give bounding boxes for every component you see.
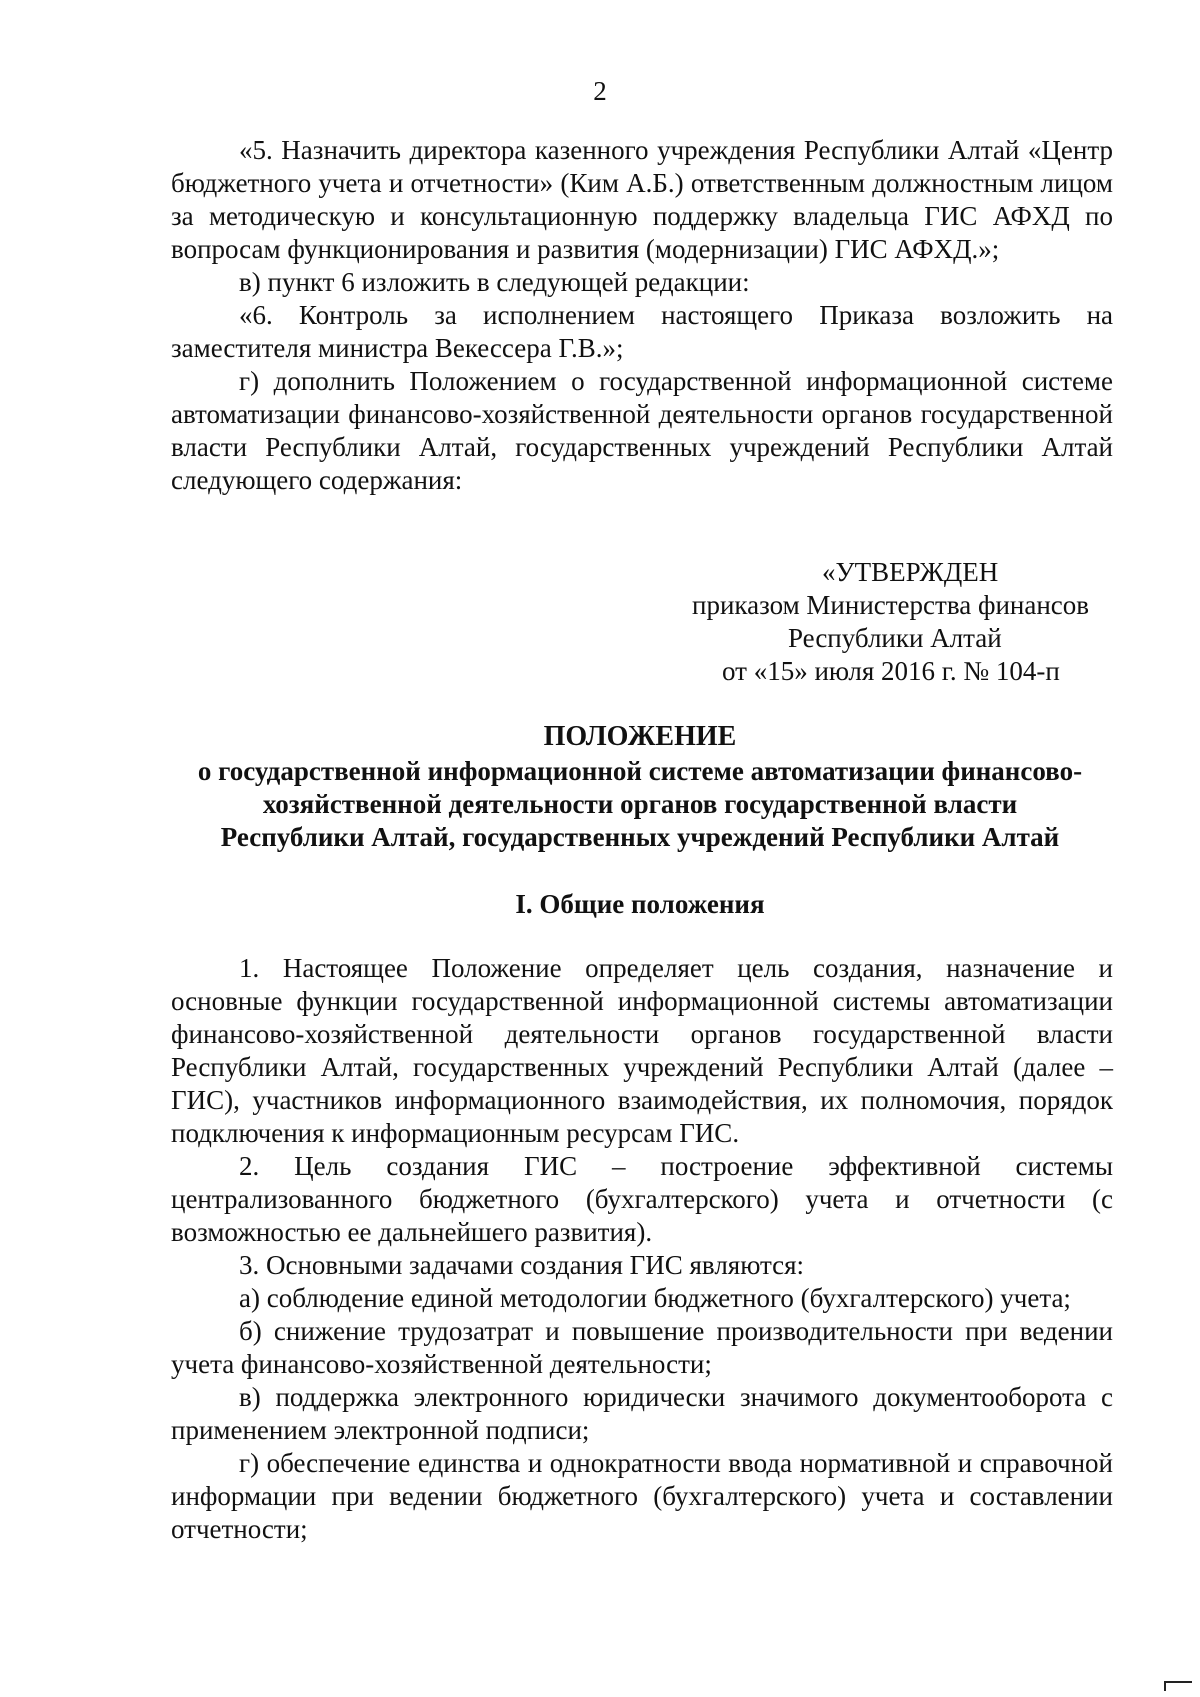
approval-line-approved: «УТВЕРЖДЕН <box>822 557 999 587</box>
paragraph-task-g: г) обеспечение единства и однократности ввода нормативной и справочной информации при ведении бюджетного (бухгалтерского) учета и составлении отчетности; <box>171 1448 1113 1544</box>
document-title: ПОЛОЖЕНИЕ <box>543 721 737 752</box>
paragraph-task-v: в) поддержка электронного юридически значимого документооборота с применением электронной подписи; <box>171 1382 1113 1445</box>
paragraph-item-6: «6. Контроль за исполнением настоящего Приказа возложить на заместителя министра Векессера Г.В.»; <box>171 300 1113 363</box>
approval-line-date: от «15» июля 2016 г. № 104-п <box>722 656 1060 686</box>
document-title-block <box>150 720 1130 854</box>
paragraph-point-3: 3. Основными задачами создания ГИС являются: <box>239 1250 805 1280</box>
paragraph-task-a: а) соблюдение единой методологии бюджетного (бухгалтерского) учета; <box>239 1283 1071 1313</box>
scan-corner-mark <box>1164 1681 1192 1691</box>
page-number: 2 <box>593 76 607 106</box>
approval-line-region: Республики Алтай <box>788 623 1002 653</box>
lower-text-block <box>171 952 1113 1546</box>
approval-stamp-block <box>640 556 1120 688</box>
document-subtitle-line-2: хозяйственной деятельности органов государственной власти <box>262 789 1018 819</box>
upper-text-block <box>171 134 1113 497</box>
paragraph-point-2: 2. Цель создания ГИС – построение эффективной системы централизованного бюджетного (бухгалтерского) учета и отчетности (с возможностью ее дальнейшего развития). <box>171 1151 1113 1247</box>
paragraph-task-b: б) снижение трудозатрат и повышение производительности при ведении учета финансово-хозяйственной деятельности; <box>171 1316 1113 1379</box>
approval-line-order: приказом Министерства финансов <box>692 590 1090 620</box>
document-subtitle-line-3: Республики Алтай, государственных учреждений Республики Алтай <box>220 822 1060 852</box>
paragraph-item-5: «5. Назначить директора казенного учреждения Республики Алтай «Центр бюджетного учета и отчетности» (Ким А.Б.) ответственным должностным лицом за методическую и консультационную поддержку владельца ГИС АФХД по вопросам функционирования и развития (модернизации) ГИС АФХД.»; <box>171 135 1113 264</box>
document-subtitle-line-1: о государственной информационной системе автоматизации финансово- <box>197 756 1083 786</box>
paragraph-point-1: 1. Настоящее Положение определяет цель создания, назначение и основные функции государственной информационной системы автоматизации финансово-хозяйственной деятельности органов государственной власти Республики Алтай, государственных учреждений Республики Алтай (далее – ГИС), участников информационного взаимодействия, их полномочия, порядок подключения к информационным ресурсам ГИС. <box>171 953 1113 1148</box>
paragraph-subpoint-v: в) пункт 6 изложить в следующей редакции: <box>239 267 750 297</box>
section-heading: I. Общие положения <box>515 889 765 919</box>
paragraph-subpoint-g: г) дополнить Положением о государственной информационной системе автоматизации финансово-хозяйственной деятельности органов государственной власти Республики Алтай, государственных учреждений Республики Алтай следующего содержания: <box>171 366 1113 495</box>
